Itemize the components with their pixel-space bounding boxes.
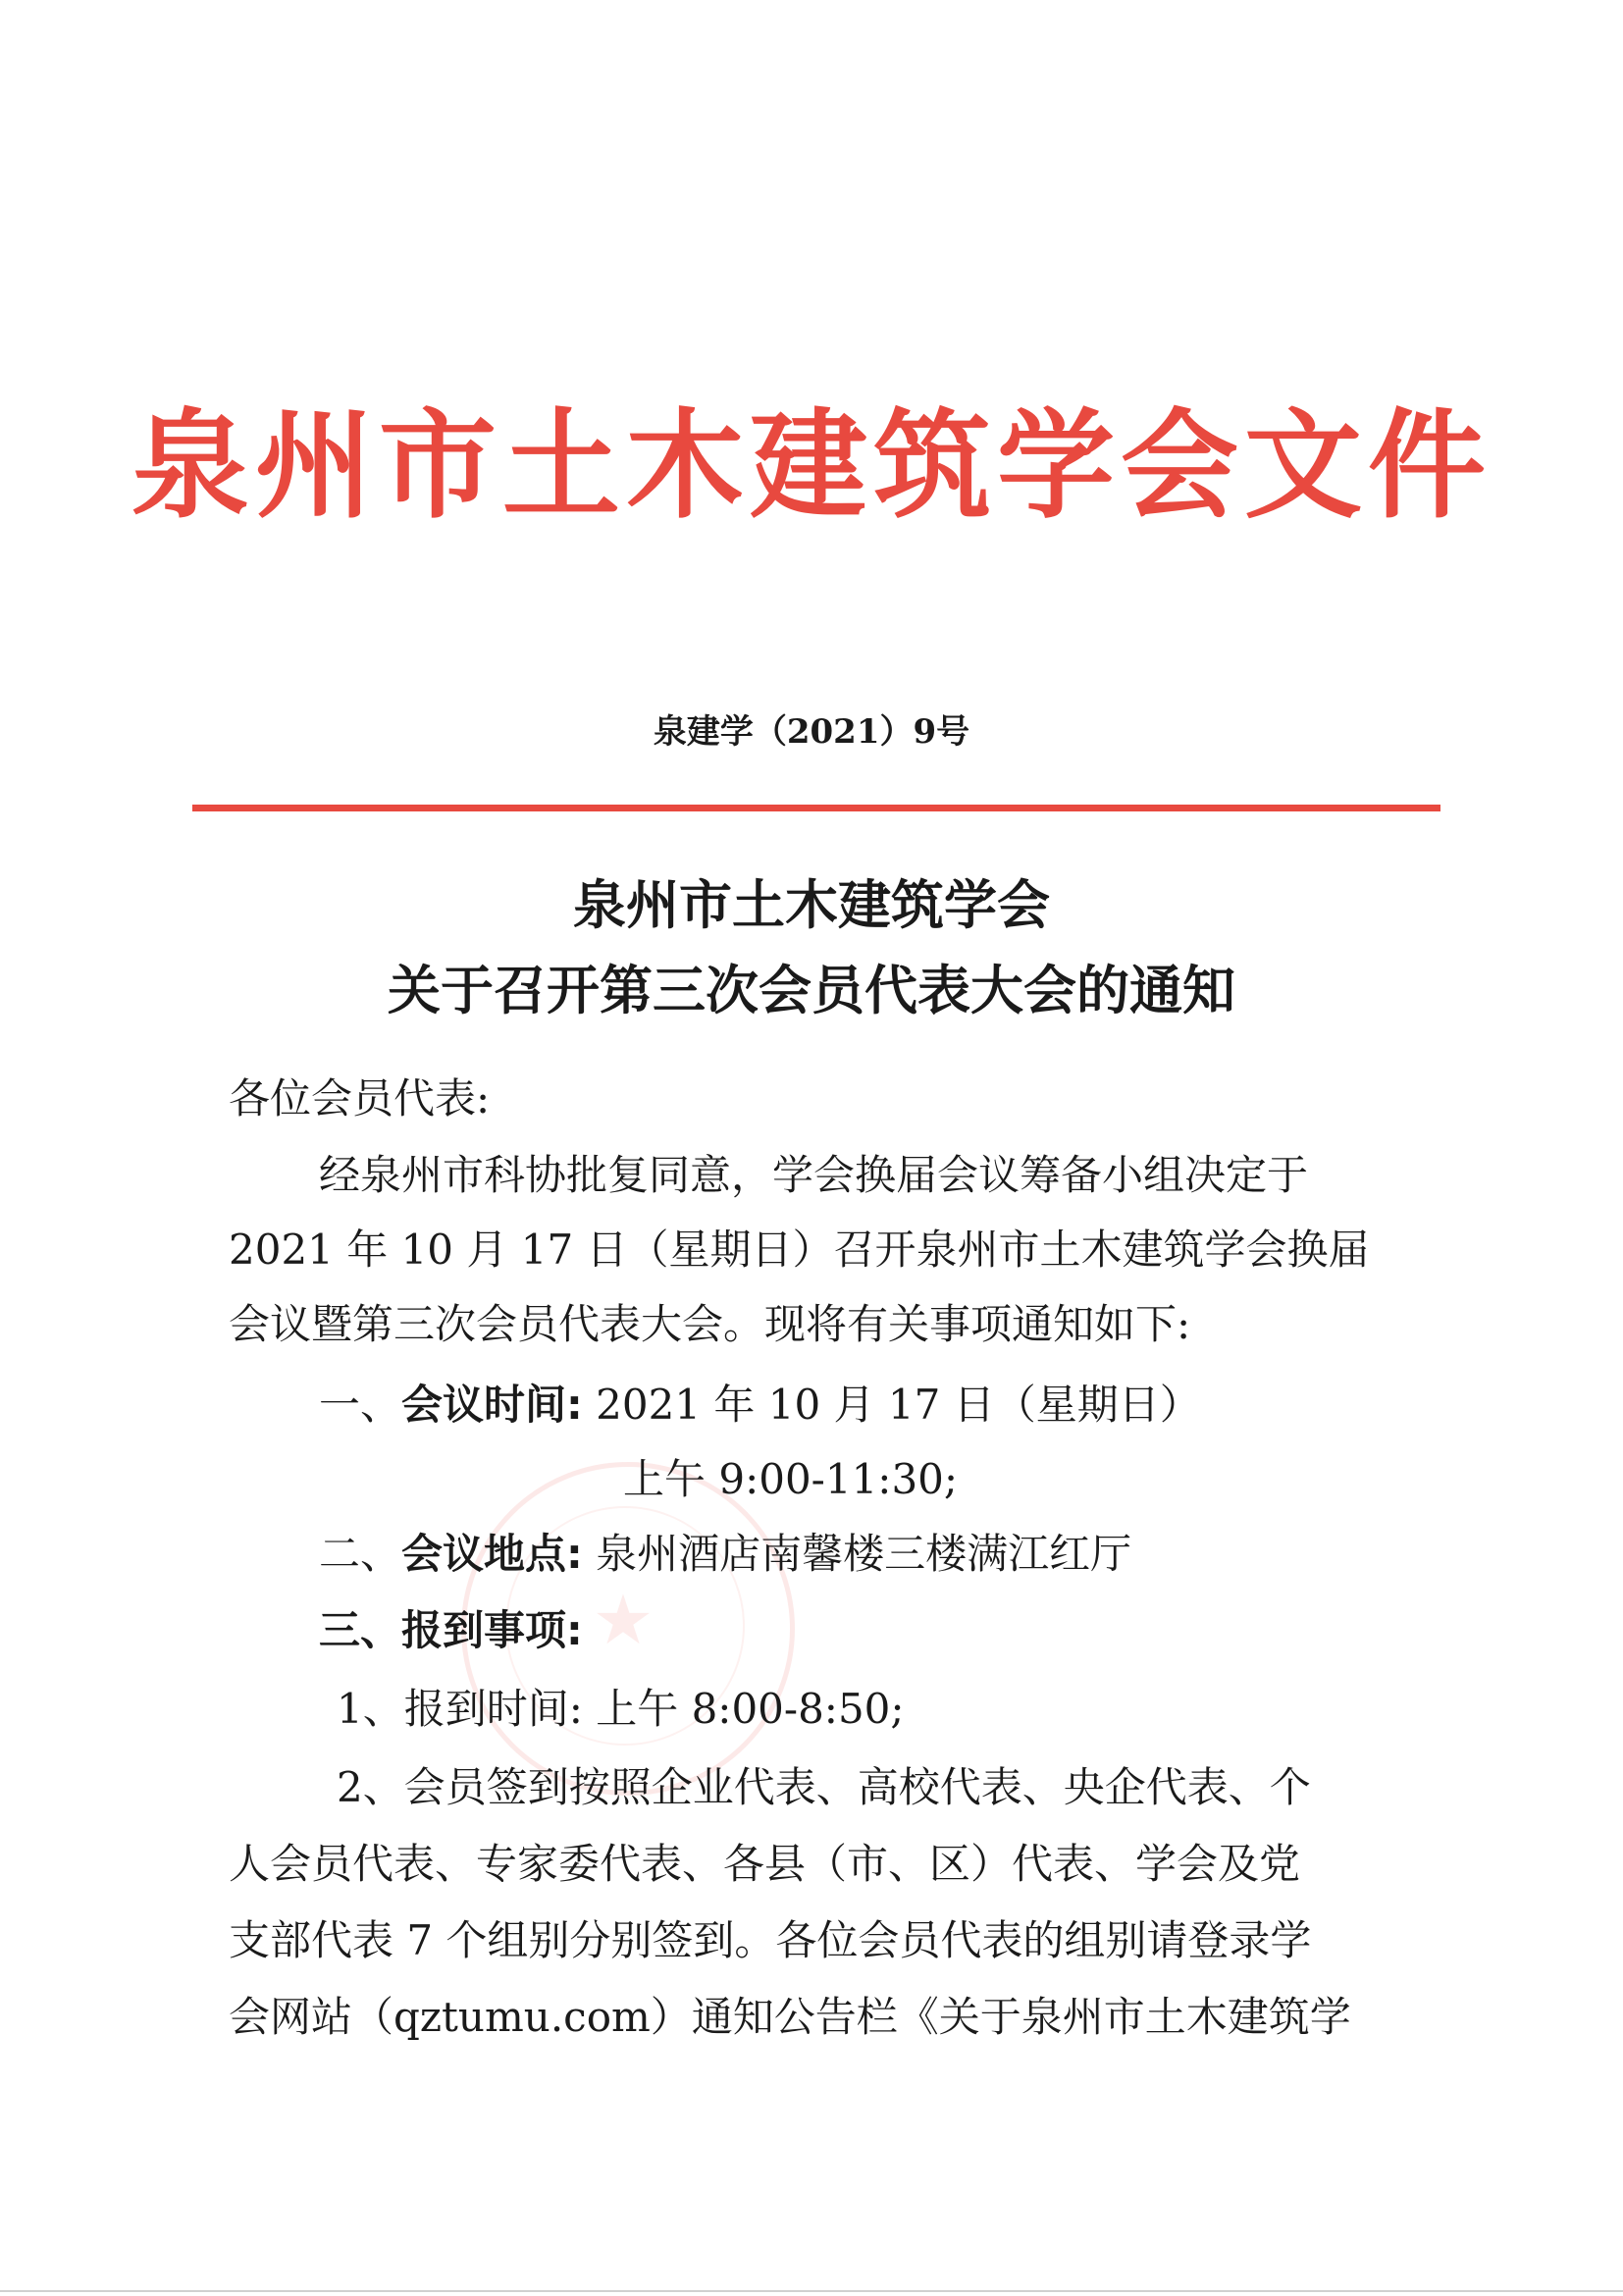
sub-item-2-line-4: 会网站（qztumu.com）通知公告栏《关于泉州市土木建筑学	[229, 1993, 1351, 2041]
item-2-label: 会议地点:	[401, 1530, 583, 1578]
item-2-value: 泉州酒店南馨楼三楼满江红厅	[596, 1530, 1132, 1578]
item-1-time: 上午 9:00-11:30;	[623, 1455, 959, 1503]
salutation: 各位会员代表:	[229, 1074, 491, 1122]
paragraph-1-line-3: 会议暨第三次会员代表大会。现将有关事项通知如下:	[229, 1300, 1191, 1348]
item-2-prefix: 二、	[319, 1530, 402, 1578]
paragraph-1-line-2: 2021 年 10 月 17 日（星期日）召开泉州市土木建筑学会换届	[229, 1226, 1370, 1274]
seal-star-icon: ★	[592, 1580, 654, 1660]
item-2	[319, 1517, 1131, 1592]
paragraph-1-line-1: 经泉州市科协批复同意，学会换届会议筹备小组决定于	[319, 1151, 1309, 1199]
notice-title-line1: 泉州市土木建筑学会	[573, 874, 1050, 936]
sub-item-2-line-2: 人会员代表、专家委代表、各县（市、区）代表、学会及党	[229, 1840, 1301, 1888]
sub-item-2-line-3: 支部代表 7 个组别分别签到。各位会员代表的组别请登录学	[229, 1916, 1312, 1964]
item-3-label: 三、报到事项:	[319, 1606, 583, 1654]
item-1	[319, 1368, 1201, 1442]
sub-item-2-line-1: 2、会员签到按照企业代表、高校代表、央企代表、个	[337, 1763, 1311, 1811]
item-1-label: 会议时间:	[401, 1381, 583, 1429]
scan-bottom-edge	[0, 2290, 1623, 2292]
sub-item-1: 1、报到时间: 上午 8:00-8:50;	[337, 1685, 905, 1733]
item-1-prefix: 一、	[319, 1381, 402, 1429]
item-1-value: 2021 年 10 月 17 日（星期日）	[596, 1381, 1201, 1429]
red-letterhead-title: 泉州市土木建筑学会文件	[131, 396, 1492, 535]
document-number: 泉建学（2021）9号	[653, 712, 970, 752]
red-divider-line	[192, 805, 1440, 811]
notice-title-line2: 关于召开第三次会员代表大会的通知	[388, 960, 1235, 1021]
